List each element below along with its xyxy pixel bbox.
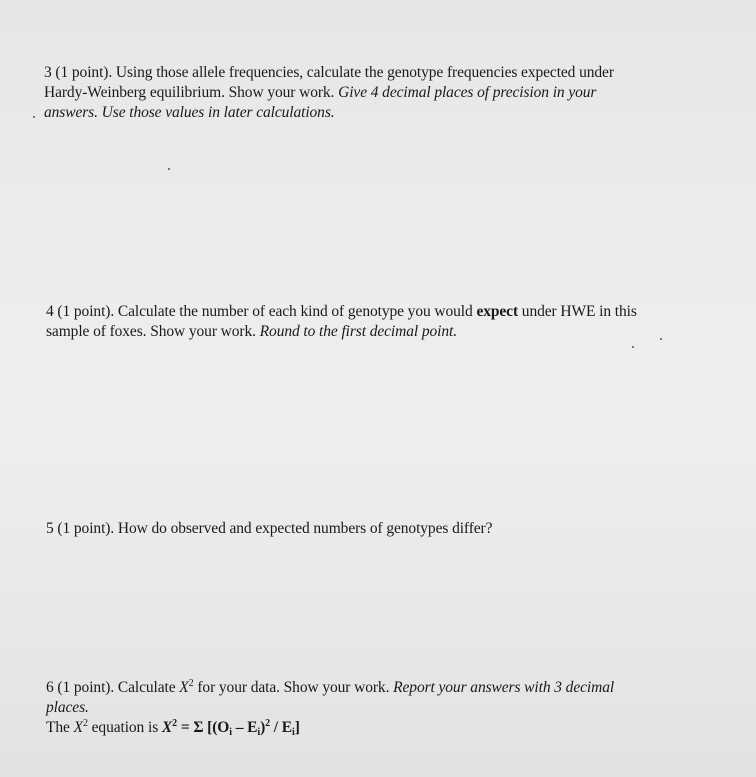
question-6-instruction: Report your answers with 3 decimal	[393, 679, 615, 696]
chi-square-exponent: 2	[188, 678, 194, 689]
chi-square-equation	[46, 718, 726, 738]
question-4-text-b: under HWE in this	[518, 303, 637, 320]
formula-sub-i3: i	[292, 727, 295, 738]
question-4-instruction: Round to the first decimal point.	[259, 323, 457, 340]
formula-sub-i2: i	[257, 727, 261, 738]
formula-part-c: )	[260, 719, 266, 736]
paper-speck	[33, 116, 35, 118]
equation-chi-exponent: 2	[82, 718, 88, 729]
paper-speck	[660, 338, 662, 340]
question-3-text: Hardy-Weinberg equilibrium. Show your work.	[44, 84, 339, 101]
question-4-text-a: 4 (1 point). Calculate the number of each kind of genotype you would	[46, 303, 477, 320]
question-4-line-1	[46, 302, 736, 322]
equation-formula	[162, 719, 300, 736]
question-3	[44, 63, 714, 123]
formula-chi-symbol: X	[161, 719, 173, 736]
formula-sub-i1: i	[229, 727, 232, 738]
formula-chi-exponent: 2	[172, 718, 178, 729]
formula-part-a: = Σ [(O	[177, 719, 230, 736]
question-4	[46, 302, 736, 342]
question-4-emphasis: expect	[476, 303, 519, 320]
formula-part-d: / E	[270, 719, 293, 736]
equation-prefix: The	[46, 719, 74, 736]
equation-text: equation is	[87, 719, 162, 736]
equation-chi-symbol: X	[73, 719, 83, 736]
formula-square: 2	[265, 718, 271, 729]
paper-speck	[632, 346, 634, 348]
question-3-instruction: Give 4 decimal places of precision in your	[338, 84, 597, 101]
question-3-line-3: answers. Use those values in later calculations.	[44, 104, 335, 121]
question-4-line-2	[46, 322, 736, 342]
formula-part-e: ]	[294, 719, 300, 736]
question-3-line-1: 3 (1 point). Using those allele frequencies, calculate the genotype frequencies expected under	[44, 64, 614, 81]
question-3-line-2	[44, 83, 714, 103]
chi-square-symbol: X	[179, 679, 189, 696]
question-5	[46, 519, 726, 539]
formula-part-b: – E	[231, 719, 258, 736]
question-6	[46, 678, 726, 738]
question-6-line-2: places.	[46, 699, 89, 716]
question-5-line-1: 5 (1 point). How do observed and expected numbers of genotypes differ?	[46, 520, 493, 537]
question-6-line-1	[46, 678, 726, 698]
question-6-text-b: for your data. Show your work.	[193, 679, 394, 696]
question-6-text-a: 6 (1 point). Calculate	[46, 679, 180, 696]
question-4-text-c: sample of foxes. Show your work.	[46, 323, 260, 340]
paper-speck	[168, 168, 170, 170]
